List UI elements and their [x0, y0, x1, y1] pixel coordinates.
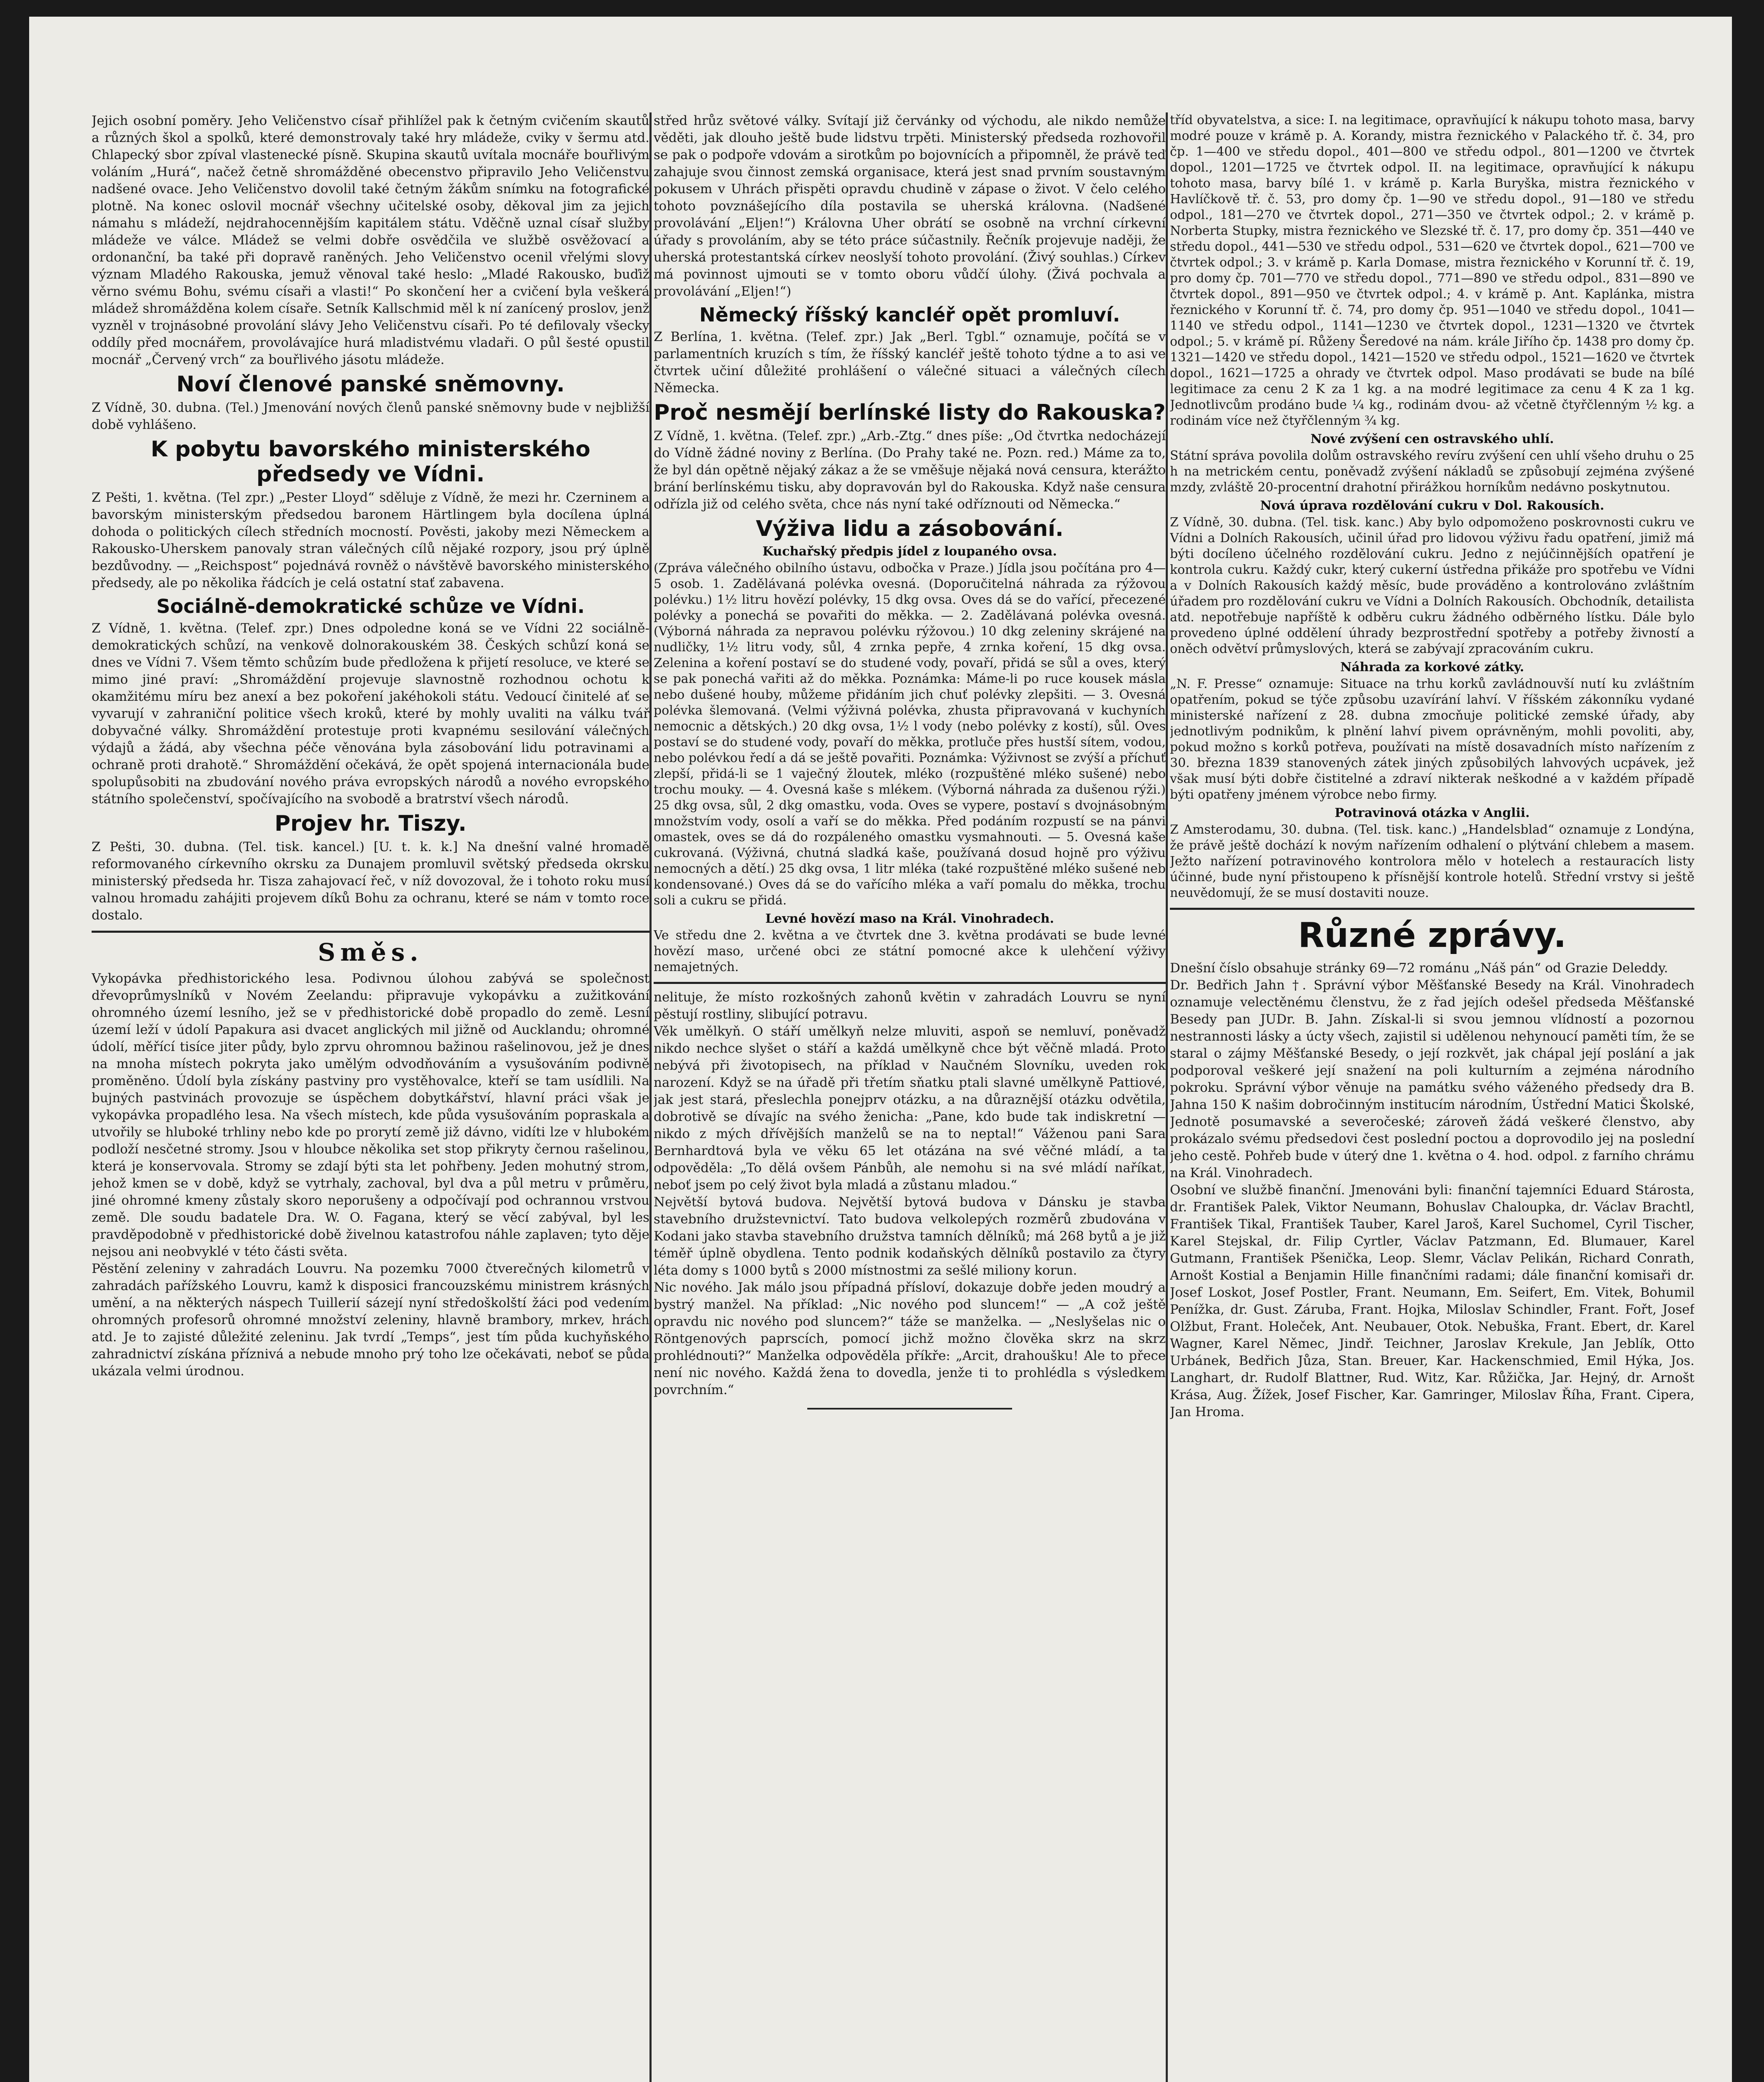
subheadline-rozdelovani-cukru: Nová úprava rozdělování cukru v Dol. Rakousích.	[1260, 498, 1605, 513]
subheadline-kucharsky-predpis: Kuchařský předpis jídel z loupaného ovsa.	[762, 544, 1057, 559]
article-risky-kancler: Z Berlína, 1. května. (Telef. zpr.) Jak „Berl. Tgbl.“ oznamuje, počítá se v parlamentních kruzích s tím, že říšský kancléř ještě tohoto týdne a to asi ve čtvrtek učiní důležité prohlášení o válečné situaci a válečných cílech Německa.	[654, 329, 1166, 396]
article-vek-umelkyn: Věk umělkyň. O stáří umělkyň nelze mluviti, aspoň se nemluví, poněvadž nikdo nechce slyšet o stáří a každá umělkyně chce být věčně mladá. Proto nebývá při životopisech, na příklad v Naučném Slovníku, uveden rok narození. Když se na úřadě při třetím sňatku ptali slavné umělkyně Pattiové, jak jest stará, přeslechla ponejprv otázku, a na důraznější otázku odvětila, dobrotivě se dívajíc na svého ženicha: „Pane, kdo bude tak indiskretní — nikdo z mých dřívějších manželů se na to neptal!“ Váženou pani Sara Bernhardtová byla ve věku 65 let otázána na své věčné mládí, a ta odpověděla: „To dělá ovšem Pánbůh, ale nemohu si na své mládí naříkat, neboť jsem po celý život byla mladá a zůstanu mladou.“	[654, 1024, 1166, 1193]
article-intro-column-3: tříd obyvatelstva, a sice: I. na legitimace, opravňující k nákupu tohoto masa, barvy modré pouze v krámě p. A. Korandy, mistra řeznického v Palackého tř. č. 34, pro čp. 1—400 ve středu dopol., 401—800 ve středu odpol., 801—1200 ve čtvrtek dopol., 1201—1725 ve čtvrtek odpol. II. na legitimace, opravňující k nákupu tohoto masa, barvy bílé 1. v krámě p. Karla Buryška, mistra řeznického v Havlíčkově tř. č. 53, pro domy čp. 1—90 ve středu dopol., 91—180 ve středu odpol., 181—270 ve čtvrtek dopol., 271—350 ve čtvrtek odpol.; 2. v krámě p. Norberta Stupky, mistra řeznického ve Slezské tř. č. 17, pro domy čp. 351—440 ve středu dopol., 441—530 ve středu odpol., 531—620 ve čtvrtek dopol., 621—700 ve čtvrtek odpol.; 3. v krámě p. Karla Domase, mistra řeznického v Korunní tř. č. 19, pro domy čp. 701—770 ve středu dopol., 771—890 ve středu odpol., 831—890 ve čtvrtek dopol., 891—950 ve čtvrtek odpol.; 4. v krámě p. Ant. Kaplánka, mistra řeznického v Korunní tř. č. 74, pro domy čp. 951—1040 ve středu dopol., 1041—1140 ve středu odpol., 1141—1230 ve čtvrtek dopol., 1231—1320 ve čtvrtek odpol.; 5. v krámě pí. Růženy Šeredové na nám. krále Jiřího čp. 1438 pro domy čp. 1321—1420 ve středu dopol., 1421—1520 ve středu odpol., 1521—1620 ve čtvrtek dopol., 1621—1725 a ohrady ve čtvrtek odpol. Maso prodávati se bude na bílé legitimace za cenu 2 K za 1 kg. a na modré legitimace za cenu 4 K za 1 kg. Jednotlivcům prodáno bude ¼ kg., rodinám dvou- až včetně čtyřčlenným ½ kg. a rodinám více než čtyřčlenným ¾ kg.	[1170, 113, 1694, 428]
article-levne-hovezi-maso: Ve středu dne 2. května a ve čtvrtek dne 3. května prodávati se bude levné hovězí maso, určené obci ze státní pomocné akce k ulehčení výživy nemajetných.	[654, 928, 1166, 974]
article-projev-tiszy: Z Pešti, 30. dubna. (Tel. tisk. kancel.) [U. t. k. k.] Na dnešní valné hromadě reformovaného církevního okrsku za Dunajem promluvil světský předseda okrsku ministerský předseda hr. Tisza zahajovací řeč, v níž dovozoval, že i tohoto roku musí valnou hromadu zahájiti projevem díků Bohu za ochranu, které se nám v tomto roce dostalo.	[92, 839, 649, 923]
article-nic-noveho: Nic nového. Jak málo jsou případná přísloví, dokazuje dobře jeden moudrý a bystrý manžel. Na příklad: „Nic nového pod sluncem!“ — „A což ještě opravdu nic nového pod sluncem?“ táže se manželka. — „Neslyšelas nic o Röntgenových paprscích, pomocí jichž možno člověka skrz na skrz prohlédnouti?“ Manželka odpověděla příkře: „Arcit, drahoušku! Ale to přece není nic nového. Každá žena to dovedla, jenže ti to prohlédla s výsledkem povrchním.“	[654, 1280, 1166, 1397]
headline-socialne-demokraticke-schuze: Sociálně-demokratické schůze ve Vídni.	[156, 595, 585, 618]
article-zelenina-louvre: Pěstění zeleniny v zahradách Louvru. Na pozemku 7000 čtverečných kilometrů v zahradách pařížského Louvru, kamž k disposici francouzskému ministrem krásných umění, a na některých náspech Tuillerií sázejí nyní středoškolští žáci pod vedením ohromných profesorů ohromné množství zeleniny, hlavně brambory, mrkev, hrách atd. Je to zajisté důležité zeleninu. Jak tvrdí „Temps“, jest tím půda kuchyňského zahradnictví získána příznivá a nebude mnoho prý toho lze očekávati, neboť se půda ukázala velmi úrodnou.	[92, 1261, 649, 1379]
article-louvre-continued: nelituje, že místo rozkošných zahonů květin v zahradách Louvru se nyní pěstují rostliny, slibující potravu.	[654, 990, 1166, 1022]
headline-berlinske-listy: Proč nesmějí berlínské listy do Rakouska?	[654, 400, 1166, 425]
article-potravinova-otazka: Z Amsterodamu, 30. dubna. (Tel. tisk. kanc.) „Handelsblad“ oznamuje z Londýna, že právě ještě dochází k novým nařízením odhalení o plýtvání chlebem a masem. Ježto nařízení potravinového kontrolora mělo v hotelech a restauracích listy účinné, bude nyní přistoupeno k přísnější kontrole hotelů. Střední vrstvy si ještě neuvědomují, že se musí dostaviti nouze.	[1170, 822, 1694, 900]
subheadline-potravinova-otazka: Potravinová otázka v Anglii.	[1334, 806, 1530, 820]
headline-projev-tiszy: Projev hr. Tiszy.	[274, 811, 467, 836]
article-kucharsky-predpis: (Zpráva válečného obilního ústavu, odbočka v Praze.) Jídla jsou počítána pro 4—5 osob. 1. Zadělávaná polévka ovesná. (Doporučitelná náhrada za rýžovou polévku.) 1½ litru hovězí polévky, 15 dkg ovsa. Oves dá se do vařící, přecezené polévky a ponechá se povařiti do měkka. — 2. Zadělávaná polévka ovesná. (Výborná náhrada za nepravou polévku rýžovou.) 10 dkg zeleniny skrájené na nudličky, 1½ litru vody, sůl, 4 zrnka pepře, 4 zrnka koření, 15 dkg ovsa. Zelenina a koření postaví se do studené vody, povaří, přidá se sůl a oves, který se pak ponechá vařiti až do měkka. Poznámka: Máme-li po ruce kousek másla nebo dušené houby, můžeme přidáním jich chuť polévky zlepšiti. — 3. Ovesná polévka šlemovaná. (Velmi výživná polévka, zhusta připravovaná v kuchyních nemocnic a dětských.) 20 dkg ovsa, 1½ l vody (nebo polévky z kostí), sůl. Oves postaví se do studené vody, povaří do měkka, protluče přes hustší sítem, vodou, nebo polévkou ředí a dá se ještě povařiti. Poznámka: Výživnost se zvýší a příchuť zlepší, přidá-li se 1 vaječný žloutek, mléko (rozpuštěné mléko sušené) nebo trochu mouky. — 4. Ovesná kaše s mlékem. (Výborná náhrada za dušenou rýži.) 25 dkg ovsa, sůl, 2 dkg omastku, voda. Oves se vypere, postaví s dvojnásobným množstvím vody, osolí a vaří se do měkka. Před podáním rozpustí se na pánvi omastek, oves se dá do rozpáleného omastku vysmahnouti. — 5. Ovesná kaše cukrovaná. (Výživná, chutná sladká kaše, používaná dosud hojně pro výživu nemocných a dětí.) 25 dkg ovsa, 1 litr mléka (také rozpuštěné mléko sušené neb kondensované.) Oves dá se do vařícího mléka a vaří pomalu do měkka, trochu soli a cukru se přidá.	[654, 561, 1166, 908]
newspaper-page	[29, 17, 1732, 2082]
headline-vyziva-lidu: Výživa lidu a zásobování.	[756, 516, 1064, 541]
headline-bavorsky-predseda: K pobytu bavorského ministerského předsedy ve Vídni.	[151, 437, 590, 487]
article-ostravske-uhli: Státní správa povolila dolům ostravského revíru zvýšení cen uhlí všeho druhu o 25 h na metrickém centu, poněvadž zvýšení nákladů se způsobují zejména zvýšené mzdy, zvláště 20-procentní drahotní přirážkou horníkům nedávno poskytnutou.	[1170, 448, 1694, 495]
subheadline-ostravske-uhli: Nové zvýšení cen ostravského uhlí.	[1310, 432, 1554, 446]
article-socialne-demokraticke-schuze: Z Vídně, 1. května. (Telef. zpr.) Dnes odpoledne koná se ve Vídni 22 sociálně-demokratických schůzí, na venkově dolnorakouském 38. Českých schůzí koná se dnes ve Vídni 7. Všem těmto schůzím bude předložena k přijetí resoluce, ve které se mimo jiné praví: „Shromáždění projevuje slavnostně rozhodnou ochotu k okamžitému míru bez anexí a bez pokoření jakéhokoli státu. Vedoucí činitelé ať se vyvarují v zahraniční politice všech kroků, které by mohly uvaliti na válku tvář dobyvačné války. Shromáždění protestuje proti kvapnému sesilování válečných výdajů a žádá, aby všechna péče věnována byla zásobování lidu potravinami a ochraně proti drahotě.“ Shromáždění očekává, že opět spojená internacionála bude spolupůsobiti na zbudování nového práva evropských národů a nového evropského státního společenství, spočívajícího na svobodě a bratrství všech národů.	[92, 621, 649, 807]
article-rozdelovani-cukru: Z Vídně, 30. dubna. (Tel. tisk. kanc.) Aby bylo odpomoženo poskrovnosti cukru ve Vídni a Dolních Rakousích, učinil úřad pro lidovou výživu řadu opatření, jimiž má býti docíleno účelného rozdělování cukru. Jedno z nejúčinnějších opatření je kontrola cukru. Každý cukr, který cukerní ústředna přikáže pro spotřebu ve Vídni a v Dolních Rakousích každý měsíc, bude prováděno a kontrolováno zvláštním úřadem pro rozdělování cukru ve Vídni a Dolních Rakousích. Obchodník, detailista atd. nepotřebuje napříště k odběru cukru žádného odběrného lístku. Dále bylo provedeno úplné oddělení úhrady bezprostřední spotřeby a potřeby živností a oněch odvětví průmyslových, která se zabývají zpracováním cukru.	[1170, 515, 1694, 656]
column-2	[654, 112, 1166, 2082]
headline-ruzne-zpravy: Různé zprávy.	[1298, 916, 1567, 955]
article-intro-column-1: Jejich osobní poměry. Jeho Veličenstvo císař přihlížel pak k četným cvičením skautů a různých škol a spolků, které demonstrovaly také hry mládeže, cviky v šermu atd. Chlapecký sbor zpíval vlastenecké písně. Skupina skautů uvítala mocnáře bouřlivým voláním „Hurá“, načež četně shromážděné obecenstvo připravilo Jeho Veličenstvu nadšené ovace. Jeho Veličenstvo dovolil také četným žákům snímku na fotografické plotně. Na konec oslovil mocnář všechny učitelské osoby, děkoval jim za jejich námahu s mládeží, nejdrahocennějším kapitálem státu. Vděčně uznal císař služby mládeže ve válce. Mládež se velmi dobře osvědčila ve službě osvěžovací a ordonanční, ba také při dopravě raněných. Jeho Veličenstvo ocenil vřelými slovy význam Mladého Rakouska, jemuž věnoval také heslo: „Mladé Rakousko, buďiž věrno svému Bohu, svému císaři a vlasti!“ Po skončení her a cvičení byla veškerá mládež shromážděna kolem císaře. Setník Kallschmid měl k ní zanícený proslov, jenž vyzněl v trojnásobné provolání slávy Jeho Veličenstvu císaři. Po té defilovaly všecky oddíly před mocnářem, provolávajíce hurá mladistvému vladaři. O půl šesté opustil mocnář „Červený vrch“ za bouřlivého jásotu mládeže.	[92, 113, 649, 367]
column-rule-right	[1166, 112, 1168, 2082]
article-nejvetsi-bytova-budova: Největší bytová budova. Největší bytová budova v Dánsku je stavba stavebního družstevnictví. Tato budova velkolepých rozměrů zbudována v Kodani jako stavba stavebního družstva tamních dělníků; má 268 bytů a je již téměř úplně obydlena. Tento podnik kodaňských dělníků postavilo za čtyry léta domy s 1000 bytů s 2000 místnostmi za sešlé miliony korun.	[654, 1195, 1166, 1278]
article-panska-snemovna: Z Vídně, 30. dubna. (Tel.) Jmenování nových členů panské sněmovny bude v nejbližší době vyhlášeno.	[92, 400, 649, 432]
article-intro-column-2: střed hrůz světové války. Svítají již červánky od východu, ale nikdo nemůže věděti, jak dlouho ještě bude lidstvu trpěti. Ministerský předseda rozhovořil se pak o podpoře vdovám a sirotkům po bojovnících a připomněl, že právě teď zahajuje svou činnost zemská organisace, která jest snad prvním soustavným pokusem v Uhrách přispěti opravdu chudině v zápase o život. V čelo celého tohoto povznášejícího díla postavila se uherská královna. (Nadšené provolávání „Eljen!“) Královna Uher obrátí se osobně na vrchní církevní úřady s provoláním, aby se této práce súčastnily. Řečník projevuje naději, že uherská protestantská církev neoslyší tohoto provolání. (Živý souhlas.) Církev má povinnost ujmouti se v tomto oboru vůdčí úlohy. (Živá pochvala a provolávání „Eljen!“)	[654, 113, 1166, 299]
article-berlinske-listy: Z Vídně, 1. května. (Telef. zpr.) „Arb.-Ztg.“ dnes píše: „Od čtvrtka nedocházejí do Vídně žádné noviny z Berlína. (Do Prahy také ne. Pozn. red.) Máme za to, že byl dán opětně nějaký zákaz a že se vměšuje nějaká nová censura, kterážto brání berlínskému tisku, aby dopravován byl do Rakouska. Když naše censura odřízla již od celého světa, chce nás nyní také odříznouti od Německa.“	[654, 428, 1166, 512]
headline-risky-kancler: Německý říšský kancléř opět promluví.	[699, 304, 1120, 326]
subheadline-korkove-zatky: Náhrada za korkové zátky.	[1340, 660, 1524, 675]
end-divider	[807, 1408, 1012, 1410]
section-divider	[654, 982, 1166, 984]
column-rule-left	[649, 112, 652, 2082]
article-bavorsky-predseda: Z Pešti, 1. května. (Tel zpr.) „Pester Lloyd“ sděluje z Vídně, že mezi hr. Czerninem a bavorským ministerským předsedou baronem Härtlingem byla docílena úplná dohoda o politických cílech středních mocností. Pověsti, jakoby mezi Německem a Rakousko-Uherskem panovaly stran válečných cílů nějaké rozpory, jsou prý úplně bezdůvodny. — „Reichspost“ pojednává rovněž o návštěvě bavorského ministerského předsedy, ale po několika řádcích je celá ostatní stať zabavena.	[92, 490, 649, 590]
section-divider	[92, 931, 649, 933]
article-korkove-zatky: „N. F. Presse“ oznamuje: Situace na trhu korků zavládnouvší nutí ku zvláštním opatřením, pokud se týče způsobu uzavírání lahví. V říšském zákonníku vydané ministerské nařízení z 28. dubna zmocňuje politické zemské úřady, aby jednotlivým podnikům, k plnění lahví pivem oprávněným, mohli povoliti, aby, pokud možno s korků potřeva, používati na místě dosavadních místo nařízením z 30. března 1839 stanovených zátek jiných způsobilých lahvových ucpávek, jež však musí býti dobře čistitelné a zdraví nikterak neškodné a v každém případě býti opatřeny jménem výrobce nebo firmy.	[1170, 677, 1694, 802]
section-title-smes: Směs.	[318, 938, 423, 966]
section-divider	[1170, 908, 1694, 910]
article-roman-notice: Dnešní číslo obsahuje stránky 69—72 románu „Náš pán“ od Grazie Deleddy.	[1170, 961, 1668, 976]
headline-panska-snemovna: Noví členové panské sněmovny.	[176, 372, 565, 397]
article-vykopavka-lesa: Vykopávka předhistorického lesa. Podivnou úlohou zabývá se společnost dřevoprůmyslníků v Novém Zeelandu: připravuje vykopávku a zužitkování ohromného území lesního, jež se v předhistorické době propadlo do země. Lesní území leží v údolí Papakura asi dvacet anglických mil jižně od Aucklandu; ohromné údolí, měřící tisíce jiter půdy, bylo zprvu ohromnou bažinou rašelinovou, jež je dnes na mnoha místech pokryta jako umělým odvodňováním a vysušováním podivně proměněno. Údolí byla získány pastviny pro vystěhovalce, kteří se tam usídlili. Na bujných pastvinách provozuje se úspěchem dobytkářství, hlavní práci však je vykopávka propadlého lesa. Na všech místech, kde půda vysušováním popraskala a utvořily se hluboké trhliny nebo kde po prorytí země již dávno, vidíti lze v hlubokém podloží nesčetné stromy. Jsou v hloubce několika set stop přikryty černou rašelinou, která je konservovala. Stromy se zdají býti sta let pohřbeny. Jeden mohutný strom, jehož kmen se v době, když se vytrhaly, zachoval, byl dva a půl metru v průměru, jiné ohromné kmeny zůstaly skoro neporušeny a odpočívají pod ochrannou vrstvou země. Dle soudu badatele Dra. W. O. Fagana, který se věcí zabýval, byl les pravděpodobně v předhistorické době živelnou katastrofou náhle zaplaven; tyto děje nejsou ani neobvyklé v této části světa.	[92, 971, 649, 1259]
article-osobni-financni: Osobní ve službě finanční. Jmenováni byli: finanční tajemníci Eduard Stárosta, dr. František Palek, Viktor Neumann, Bohuslav Chaloupka, dr. Václav Brachtl, František Tikal, František Tauber, Karel Jaroš, Karel Suchomel, Cyril Tischer, Karel Stejskal, dr. Filip Cyrtler, Václav Patzmann, Ed. Blumauer, Karel Gutmann, František Pšenička, Leop. Slemr, Václav Pelikán, Richard Conrath, Arnošt Kostial a Benjamin Hille finančními radami; dále finanční komisaři dr. Josef Loskot, Josef Postler, Frant. Neumann, Em. Seifert, Em. Vitek, Bohumil Penížka, dr. Gust. Záruba, Frant. Hojka, Miloslav Schindler, Frant. Fořt, Josef Olžbut, Frant. Holeček, Ant. Neubauer, Otok. Nebuška, Frant. Ebert, dr. Karel Wagner, Karel Němec, Jindř. Teichner, Jaroslav Krekule, Jan Jeblík, Otto Urbánek, Bedřich Jůza, Stan. Breuer, Kar. Hackenschmied, Emil Hýka, Jos. Langhart, dr. Rudolf Blattner, Rud. Witz, Kar. Růžička, Jar. Hejný, dr. Arnošt Krása, Aug. Žížek, Josef Fischer, Kar. Gamringer, Miloslav Říha, Frant. Cipera, Jan Hroma.	[1170, 1183, 1694, 1420]
column-3	[1170, 112, 1694, 2082]
subheadline-levne-hovezi-maso: Levné hovězí maso na Král. Vinohradech.	[765, 911, 1054, 926]
article-dr-jahn: Dr. Bedřich Jahn †. Správní výbor Měšťanské Besedy na Král. Vinohradech oznamuje velectěnému členstvu, že z řad jejích odešel předseda Měšťanské Besedy pan JUDr. B. Jahn. Získal-li si svou jemnou vlídností a pozornou nestrannosti lásky a úcty všech, zajistil si udělenou nehynoucí paměti tím, že se staral o zájmy Měšťanské Besedy, o její rozkvět, jak chápal její poslání a jak podporoval veškeré její snažení na poli kulturním a zejména národního pokroku. Správní výbor věnuje na památku svého váženého předsedy dra B. Jahna 150 K našim dobročinným institucím národním, Ústřední Matici Školské, Jednotě posumavské a severočeské; zároveň žádá veškeré členstvo, aby prokázalo svému předsedovi čest poslední poctou a doprovodilo jej na poslední jeho cestě. Pohřeb bude v úterý dne 1. května o 4. hod. odpol. z farního chrámu na Král. Vinohradech.	[1170, 978, 1694, 1180]
column-1	[92, 112, 649, 2082]
